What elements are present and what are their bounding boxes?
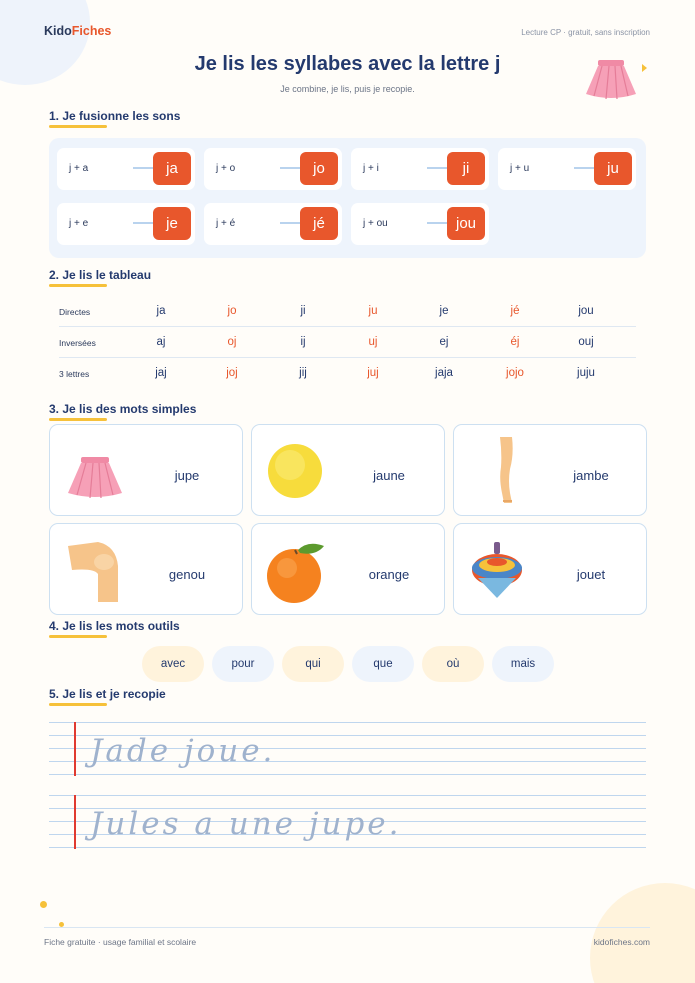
table-cell: jou bbox=[578, 305, 594, 317]
table-cell: uj bbox=[368, 336, 378, 348]
arrow-icon bbox=[427, 222, 449, 224]
fusion-card bbox=[498, 148, 636, 190]
leg-icon bbox=[468, 435, 528, 505]
word-card bbox=[49, 424, 243, 516]
decor-triangle bbox=[642, 64, 647, 72]
arrow-icon bbox=[280, 222, 302, 224]
tool-word-pill: avec bbox=[142, 646, 204, 682]
fusion-result: ja bbox=[153, 152, 191, 185]
word-card bbox=[453, 523, 647, 615]
fusion-result: jé bbox=[300, 207, 338, 240]
tool-word-pill: où bbox=[422, 646, 484, 682]
fusion-card bbox=[57, 148, 195, 190]
syllable-table bbox=[49, 296, 646, 390]
header-meta: Lecture CP · gratuit, sans inscription bbox=[521, 28, 650, 37]
fusion-result: ji bbox=[447, 152, 485, 185]
word-label: genou bbox=[168, 567, 206, 582]
tool-word-pill: pour bbox=[212, 646, 274, 682]
section-underline bbox=[49, 635, 107, 638]
word-card bbox=[49, 523, 243, 615]
section-underline bbox=[49, 284, 107, 287]
row-label: Inversées bbox=[59, 338, 96, 348]
table-cell: je bbox=[439, 305, 449, 317]
table-cell: ji bbox=[300, 305, 306, 317]
yellow-circle-icon bbox=[266, 435, 326, 505]
table-cell: jo bbox=[227, 305, 237, 317]
table-cell: juj bbox=[367, 367, 379, 379]
table-cell: aj bbox=[156, 336, 166, 348]
arrow-icon bbox=[427, 167, 449, 169]
section-underline bbox=[49, 703, 107, 706]
arrow-icon bbox=[133, 167, 155, 169]
fusion-equation: j + a bbox=[69, 163, 89, 174]
fusion-equation: j + u bbox=[510, 163, 530, 174]
table-row bbox=[59, 327, 636, 358]
section-title-words: 3. Je lis des mots simples bbox=[49, 402, 197, 416]
table-row bbox=[59, 358, 636, 389]
logo: KidoFiches bbox=[44, 24, 112, 38]
fusion-card bbox=[57, 203, 195, 245]
word-label: jaune bbox=[373, 468, 405, 483]
table-row bbox=[59, 296, 636, 327]
section-title-table: 2. Je lis le tableau bbox=[49, 268, 152, 282]
table-cell: éj bbox=[510, 336, 520, 348]
table-cell: oj bbox=[227, 336, 237, 348]
section-underline bbox=[49, 418, 107, 421]
fusion-equation: j + e bbox=[69, 218, 89, 229]
fusion-result: ju bbox=[594, 152, 632, 185]
footer-divider bbox=[44, 927, 650, 928]
word-label: jupe bbox=[174, 468, 200, 483]
table-cell: jaja bbox=[435, 367, 453, 379]
writing-margin bbox=[74, 795, 76, 849]
fusion-card bbox=[351, 203, 489, 245]
table-cell: ja bbox=[156, 305, 166, 317]
row-label: 3 lettres bbox=[59, 369, 90, 379]
section-underline bbox=[49, 125, 107, 128]
decor-dot bbox=[40, 901, 47, 908]
footer-note: Fiche gratuite · usage familial et scolaire bbox=[44, 937, 197, 947]
section-title-copy: 5. Je lis et je recopie bbox=[49, 687, 166, 701]
fusion-result: jou bbox=[447, 207, 485, 240]
table-cell: ij bbox=[300, 336, 306, 348]
row-label: Directes bbox=[59, 307, 91, 317]
word-card bbox=[251, 424, 445, 516]
skirt-icon bbox=[582, 56, 640, 102]
page-title: Je lis les syllabes avec la lettre j bbox=[194, 53, 501, 75]
section-title-tool-words: 4. Je lis les mots outils bbox=[49, 619, 180, 633]
skirt-icon bbox=[64, 435, 124, 505]
page-subtitle: Je combine, je lis, puis je recopie. bbox=[280, 84, 415, 94]
table-cell: jij bbox=[299, 367, 307, 379]
table-cell: ej bbox=[439, 336, 449, 348]
fusion-equation: j + é bbox=[216, 218, 236, 229]
tool-word-pill: que bbox=[352, 646, 414, 682]
table-cell: juju bbox=[577, 367, 595, 379]
word-label: jambe bbox=[573, 468, 609, 483]
knee-icon bbox=[64, 534, 124, 604]
table-cell: jaj bbox=[155, 367, 167, 379]
table-cell: jé bbox=[510, 305, 520, 317]
fusion-equation: j + ou bbox=[363, 218, 388, 229]
orange-icon bbox=[266, 534, 326, 604]
tool-word-pill: mais bbox=[492, 646, 554, 682]
arrow-icon bbox=[280, 167, 302, 169]
fusion-equation: j + o bbox=[216, 163, 236, 174]
spinning-top-icon bbox=[468, 534, 528, 604]
fusion-result: jo bbox=[300, 152, 338, 185]
word-label: jouet bbox=[576, 567, 606, 582]
fusion-equation: j + i bbox=[363, 163, 379, 174]
fusion-card bbox=[204, 203, 342, 245]
fusion-card bbox=[351, 148, 489, 190]
writing-margin bbox=[74, 722, 76, 776]
word-card bbox=[251, 523, 445, 615]
table-cell: jojo bbox=[506, 367, 524, 379]
arrow-icon bbox=[133, 222, 155, 224]
footer-link[interactable]: kidofiches.com bbox=[593, 937, 650, 947]
table-cell: ouj bbox=[578, 336, 594, 348]
section-title-fusion: 1. Je fusionne les sons bbox=[49, 109, 181, 123]
arrow-icon bbox=[574, 167, 596, 169]
fusion-card bbox=[204, 148, 342, 190]
word-card bbox=[453, 424, 647, 516]
table-cell: ju bbox=[368, 305, 378, 317]
table-cell: joj bbox=[226, 367, 238, 379]
copy-model-text: Jade joue. bbox=[90, 733, 276, 769]
fusion-result: je bbox=[153, 207, 191, 240]
word-label: orange bbox=[368, 567, 410, 582]
decor-blob-bottom-right bbox=[590, 883, 695, 983]
tool-word-pill: qui bbox=[282, 646, 344, 682]
copy-model-text: Jules a une jupe. bbox=[90, 806, 402, 842]
fusion-panel bbox=[49, 138, 646, 258]
